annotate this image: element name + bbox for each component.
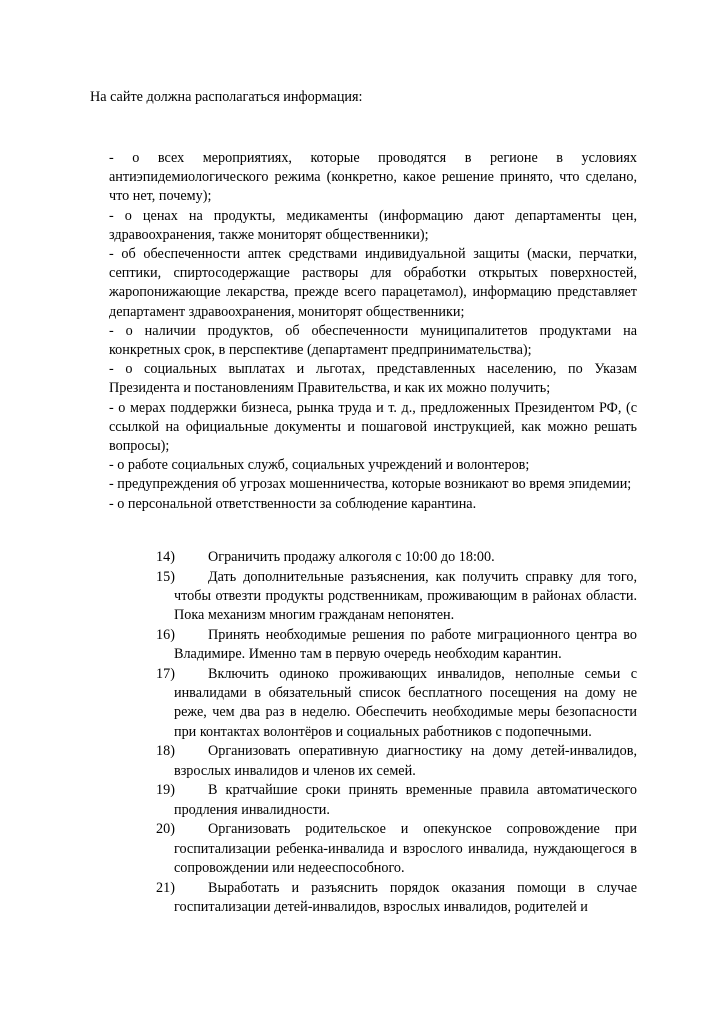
bullet-item: - предупреждения об угрозах мошенничества, которые возникают во время эпидемии; — [109, 476, 632, 493]
numbered-list — [109, 548, 637, 918]
bullet-item: - о социальных выплатах и льготах, представленных населению, по Указам Президента и постановлениям Правительства, и как их можно получить; — [109, 361, 637, 397]
bullet-list — [109, 149, 637, 514]
numbered-item — [109, 879, 637, 917]
item-number: 20) — [156, 821, 175, 838]
item-number: 16) — [156, 627, 175, 643]
item-number: 14) — [156, 549, 175, 565]
bullet-item: - о персональной ответственности за соблюдение карантина. — [109, 495, 477, 512]
numbered-item — [109, 568, 637, 626]
numbered-item — [109, 665, 637, 742]
bullet-item: - о всех мероприятиях, которые проводятся в регионе в условиях антиэпидемиологического режима (конкретно, какое решение принято, что сделано, что нет, почему); — [109, 150, 637, 205]
item-number: 21) — [156, 879, 175, 896]
numbered-item — [109, 626, 637, 664]
item-text: Организовать оперативную диагностику на дому детей-инвалидов, взрослых инвалидов и членов их семей. — [174, 743, 637, 779]
bullet-item: - о работе социальных служб, социальных учреждений и волонтеров; — [109, 457, 530, 474]
bullet-item: - о ценах на продукты, медикаменты (информацию дают департаменты цен, здравоохранения, также мониторят общественники); — [109, 207, 637, 243]
numbered-item — [109, 781, 637, 819]
item-text: Дать дополнительные разъяснения, как получить справку для того, чтобы отвезти продукты родственникам, проживающим в районах области. Пока механизм многим гражданам непонятен. — [174, 568, 637, 624]
item-text: Включить одиноко проживающих инвалидов, неполные семьи с инвалидами в обязательный список бесплатного посещения на дому не реже, чем два раз в неделю. Обеспечить необходимые меры безопасности при контактах волонтёров и социальных работников с подопечными. — [174, 666, 637, 740]
item-text: Выработать и разъяснить порядок оказания помощи в случае госпитализации детей-инвалидов, взрослых инвалидов, родителей и — [174, 879, 637, 915]
numbered-item — [109, 548, 637, 567]
item-number: 19) — [156, 782, 175, 799]
item-text: Ограничить продажу алкоголя с 10:00 до 18:00. — [208, 549, 495, 565]
numbered-item — [109, 742, 637, 780]
item-text: В кратчайшие сроки принять временные правила автоматического продления инвалидности. — [174, 782, 637, 818]
intro-heading: На сайте должна располагаться информация: — [90, 89, 363, 105]
item-number: 15) — [156, 568, 175, 585]
numbered-item — [109, 820, 637, 878]
item-text: Организовать родительское и опекунское сопровождение при госпитализации ребенка-инвалида и взрослого инвалида, нуждающегося в сопровождении или недееспособного. — [174, 821, 637, 876]
item-text: Принять необходимые решения по работе миграционного центра во Владимире. Именно там в первую очередь необходим карантин. — [174, 627, 637, 663]
item-number: 18) — [156, 743, 175, 760]
bullet-item: - о мерах поддержки бизнеса, рынка труда и т. д., предложенных Президентом РФ, (с ссылкой на официальные документы и пошаговой инструкцией, как можно решать вопросы); — [109, 399, 637, 455]
item-number: 17) — [156, 666, 175, 682]
bullet-item: - о наличии продуктов, об обеспеченности муниципалитетов продуктами на конкретных срок, в перспективе (департамент предпринимательства); — [109, 322, 637, 359]
bullet-item: - об обеспеченности аптек средствами индивидуальной защиты (маски, перчатки, септики, спиртосодержащие растворы для обработки открытых поверхностей, жаропонижающие лекарства, прежде всего парацетамол), информацию представляет департамент здравоохранения, мониторят общественники; — [109, 246, 637, 320]
